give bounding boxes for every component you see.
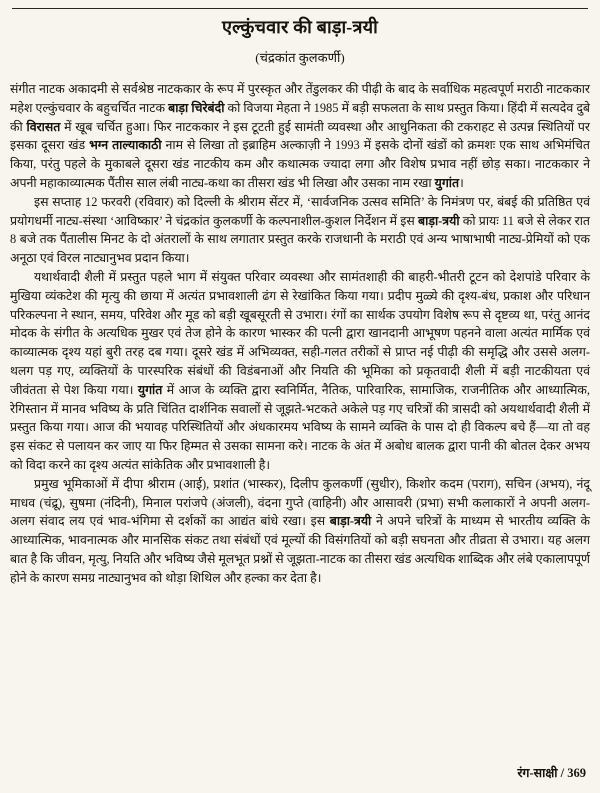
body-text: इस सप्ताह 12 फरवरी (रविवार) को दिल्ली के श्रीराम सेंटर में, ‘सार्वजनिक उत्सव समिति’ के निमंत्रण पर, बंबई की प्रतिष्ठित एवं प्रयोगधर्मी नाट्य-संस्था ‘आविष्कार’ ने चंद्रकांत कुलकर्णी के कल्पनाशील-कुशल निर्देशन में इस (10, 194, 590, 228)
emphasized-text: भग्न ताल्याकाठी (89, 138, 162, 153)
body-text: को प्रायः 11 बजे से लेकर रात 8 बजे तक पैंतालीस मिनट के दो अंतरालों के साथ लगातार प्रस्तुत करके राजधानी के मराठी एवं अन्य भाषाभाषी नाट्य-प्रेमियों को एक अनूठा एवं विरल नाट्यानुभव प्रदान किया। (10, 213, 590, 266)
emphasized-text: युगांत (434, 175, 460, 190)
article-byline: (चंद्रकांत कुलकर्णी) (255, 50, 345, 65)
paragraph (10, 80, 590, 193)
body-text: ने अपने चरित्रों के माध्यम से भारतीय व्यक्ति के आध्यात्मिक, भावनात्मक और मानसिक संकट तथा संबंधों एवं मूल्यों की विसंगतियों को बड़ी सघनता और तीव्रता से उभारा। यह अलग बात है कि जीवन, मृत्यु, नियति और भविष्य जैसे मूलभूत प्रश्नों से जूझता-नाटक का तीसरा खंड अत्यधिक शाब्दिक और लंबे एकालापपूर्ण होने के कारण समग्र नाट्यानुभव को थोड़ा शिथिल और हल्का कर देता है। (10, 514, 590, 585)
body-text: में आज के व्यक्ति द्वारा स्वनिर्मित, नैतिक, पारिवारिक, सामाजिक, राजनीतिक और आध्यात्मिक, रेगिस्तान में मानव भविष्य के प्रति चिंतित दार्शनिक सवालों से जूझते-भटकते अकेले पड़ गए चरित्रों की त्रासदी को अयथार्थवादी शैली में प्रस्तुत किया गया। आज की भयावह परिस्थितियों और अंधकारमय भविष्य के सामने व्यक्ति के पास दो ही विकल्प बचे हैं—या तो वह इस संकट से पलायन कर जाए या फिर हिम्मत से उसका सामना करे। नाटक के अंत में अबोध बालक द्वारा पानी की बोतल देकर अभय को विदा करने का दृश्य अत्यंत सांकेतिक और प्रभावशाली है। (10, 382, 590, 472)
body-text: संगीत नाटक अकादमी से सर्वश्रेष्ठ नाटककार के रूप में पुरस्कृत और तेंडुलकर की पीढ़ी के बाद के सर्वाधिक महत्वपूर्ण मराठी नाटककार महेश एल्कुंचवार के बहुचर्चित नाटक (10, 82, 590, 115)
emphasized-text: विरासत (26, 119, 61, 134)
body-text: को विजया मेहता ने 1985 में बड़ी सफलता के साथ प्रस्तुत किया। हिंदी में सत्यदेव दुबे की (10, 100, 591, 134)
body-text: में खूब चर्चित हुआ। फिर नाटककार ने इस टूटती हुई सामंती व्यवस्था और आधुनिकता की टकराहट से उत्पन्न स्थितियों पर इसका दूसरा खंड (10, 119, 590, 153)
body-text: प्रमुख भूमिकाओं में दीपा श्रीराम (आई), प्रशांत (भास्कर), दिलीप कुलकर्णी (सुधीर), किशोर कदम (पराग), सचिन (अभय), नंदू माधव (चंद्रू), सुषमा (नंदिनी), मिनाल परांजपे (अंजली), वंदना गुप्ते (वाहिनी) और आसावरी (प्रभा) सभी कलाकारों ने अपनी अलग-अलग संवाद लय एवं भाव-भंगिमा से दर्शकों का आद्यंत बांधे रखा। इस (10, 476, 590, 529)
body-text: । (459, 175, 464, 190)
emphasized-text: युगांत (137, 382, 163, 397)
emphasized-text: बाड़ा-त्रयी (418, 213, 460, 228)
emphasized-text: बाड़ा चिरेबंदी (168, 100, 225, 115)
paragraph (10, 193, 590, 268)
page-footer (517, 764, 586, 781)
article-body (10, 80, 590, 588)
body-text: यथार्थवादी शैली में प्रस्तुत पहले भाग में संयुक्त परिवार व्यवस्था और सामंतशाही की बाहरी-भीतरी टूटन को देशपांडे परिवार के मुखिया व्यंकटेश की मृत्यु की छाया में अत्यंत प्रभावशाली ढंग से रेखांकित किया गया। प्रदीप मुळ्ये की दृश्य-बंध, प्रकाश और परिधान परिकल्पना ने स्थान, समय, परिवेश और मूड को बड़ी खूबसूरती से उभारा। रंगों का सार्थक उपयोग विशेष रूप से दृष्टव्य था, परंतु आनंद मोदक के संगीत के अत्यधिक मुखर एवं तेज होने के कारण भास्कर की पत्नी द्वारा खानदानी आभूषण पहनने वाला अत्यंत मार्मिक एवं काव्यात्मक दृश्य यहां बुरी तरह दब गया। दूसरे खंड में अभिव्यक्त, सही-गलत तरीकों से प्राप्त नई पीढ़ी की समृद्धि और उससे अलग-थलग पड़ गए, व्यक्तियों के पारस्परिक संबंधों की विडंबनाओं और नियति की भूमिका को प्रकृतवादी शैली में बड़ी नाटकीयता एवं जीवंतता से पेश किया गया। (10, 269, 591, 397)
top-rule (12, 8, 588, 9)
body-text: नाम से लिखा तो इब्राहिम अल्काज़ी ने 1993 में इसके दोनों खंडों को क्रमशः एक साथ अभिमंचित किया, परंतु पहले के मुकाबले दूसरा खंड नाटकीय कम और कथात्मक ज्यादा लगा और विशेष प्रभाव नहीं छोड़ सका। नाटककार ने अपनी महाकाव्यात्मक पैंतीस साल लंबी नाट्य-कथा का तीसरा खंड भी लिखा और उसका नाम रखा (10, 138, 590, 190)
emphasized-text: बाड़ा-त्रयी (329, 514, 372, 529)
footer-text: रंग-साक्षी / 369 (517, 766, 586, 780)
paragraph (10, 268, 590, 475)
paragraph (10, 475, 590, 588)
article-title: एल्कुंचवार की बाड़ा-त्रयी (222, 17, 378, 37)
